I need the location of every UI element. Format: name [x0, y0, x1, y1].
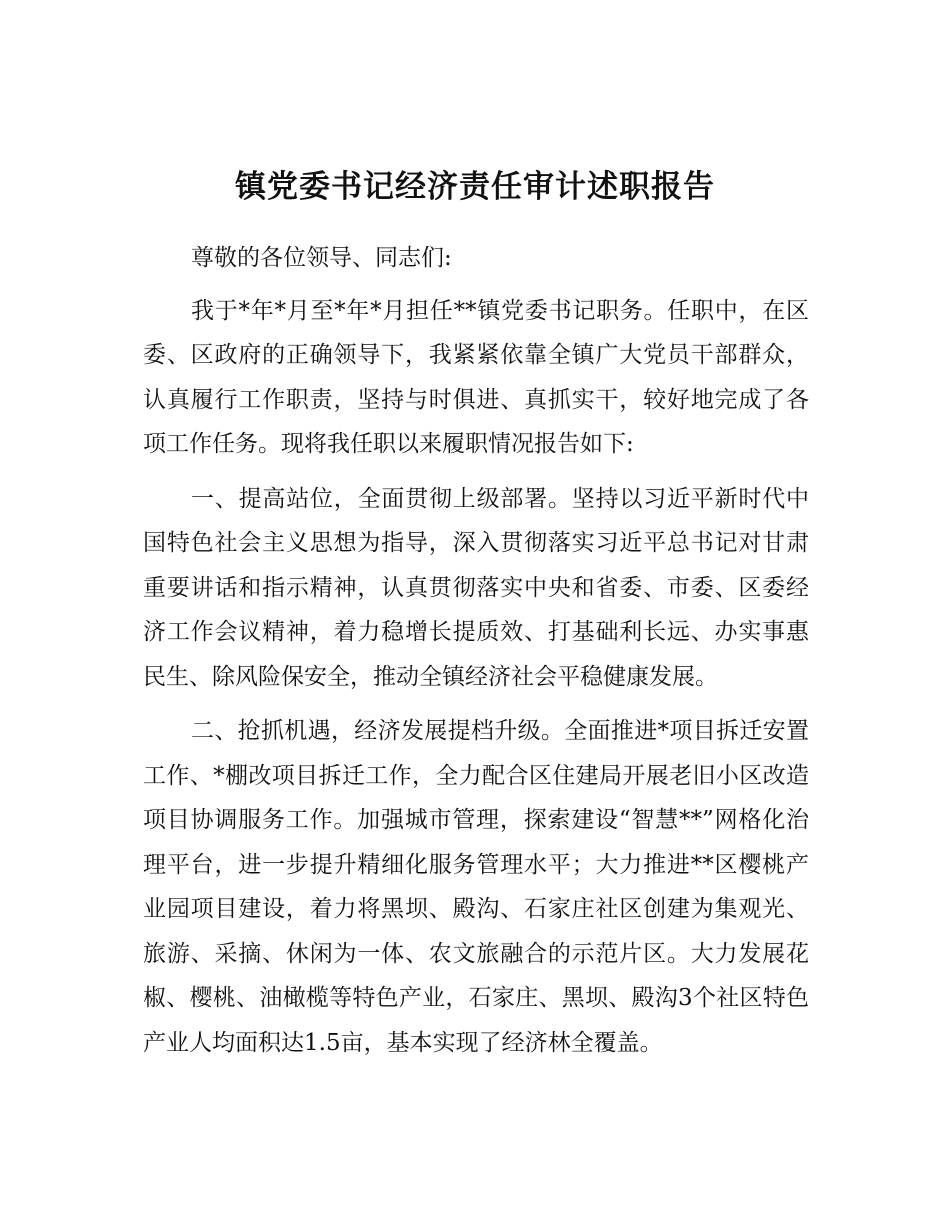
document-title: 镇党委书记经济责任审计述职报告 — [235, 169, 715, 205]
paragraph-section-1: 一、提高站位，全面贯彻上级部署。坚持以习近平新时代中国特色社会主义思想为指导，深入贯彻落实习近平总书记对甘肃重要讲话和指示精神，认真贯彻落实中央和省委、市委、区委经济工作会议精神，着力稳增长提质效、打基础利长远、办实事惠民生、除风险保安全，推动全镇经济社会平稳健康发展。 — [143, 485, 809, 690]
paragraph-intro: 我于*年*月至*年*月担任**镇党委书记职务。任职中，在区委、区政府的正确领导下，我紧紧依靠全镇广大党员干部群众，认真履行工作职责，坚持与时俱进、真抓实干，较好地完成了各项工作任务。现将我任职以来履职情况报告如下: — [143, 297, 809, 457]
salutation: 尊敬的各位领导、同志们: — [191, 245, 452, 271]
paragraph-section-2: 二、抢抓机遇，经济发展提档升级。全面推进*项目拆迁安置工作、*棚改项目拆迁工作，全力配合区住建局开展老旧小区改造项目协调服务工作。加强城市管理，探索建设“智慧**”网格化治理平台，进一步提升精细化服务管理水平；大力推进**区樱桃产业园项目建设，着力将黑坝、殿沟、石家庄社区创建为集观光、旅游、采摘、休闲为一体、农文旅融合的示范片区。大力发展花椒、樱桃、油橄榄等特色产业，石家庄、黑坝、殿沟3个社区特色产业人均面积达1.5亩，基本实现了经济林全覆盖。 — [143, 718, 809, 1056]
document-body — [143, 236, 809, 1065]
